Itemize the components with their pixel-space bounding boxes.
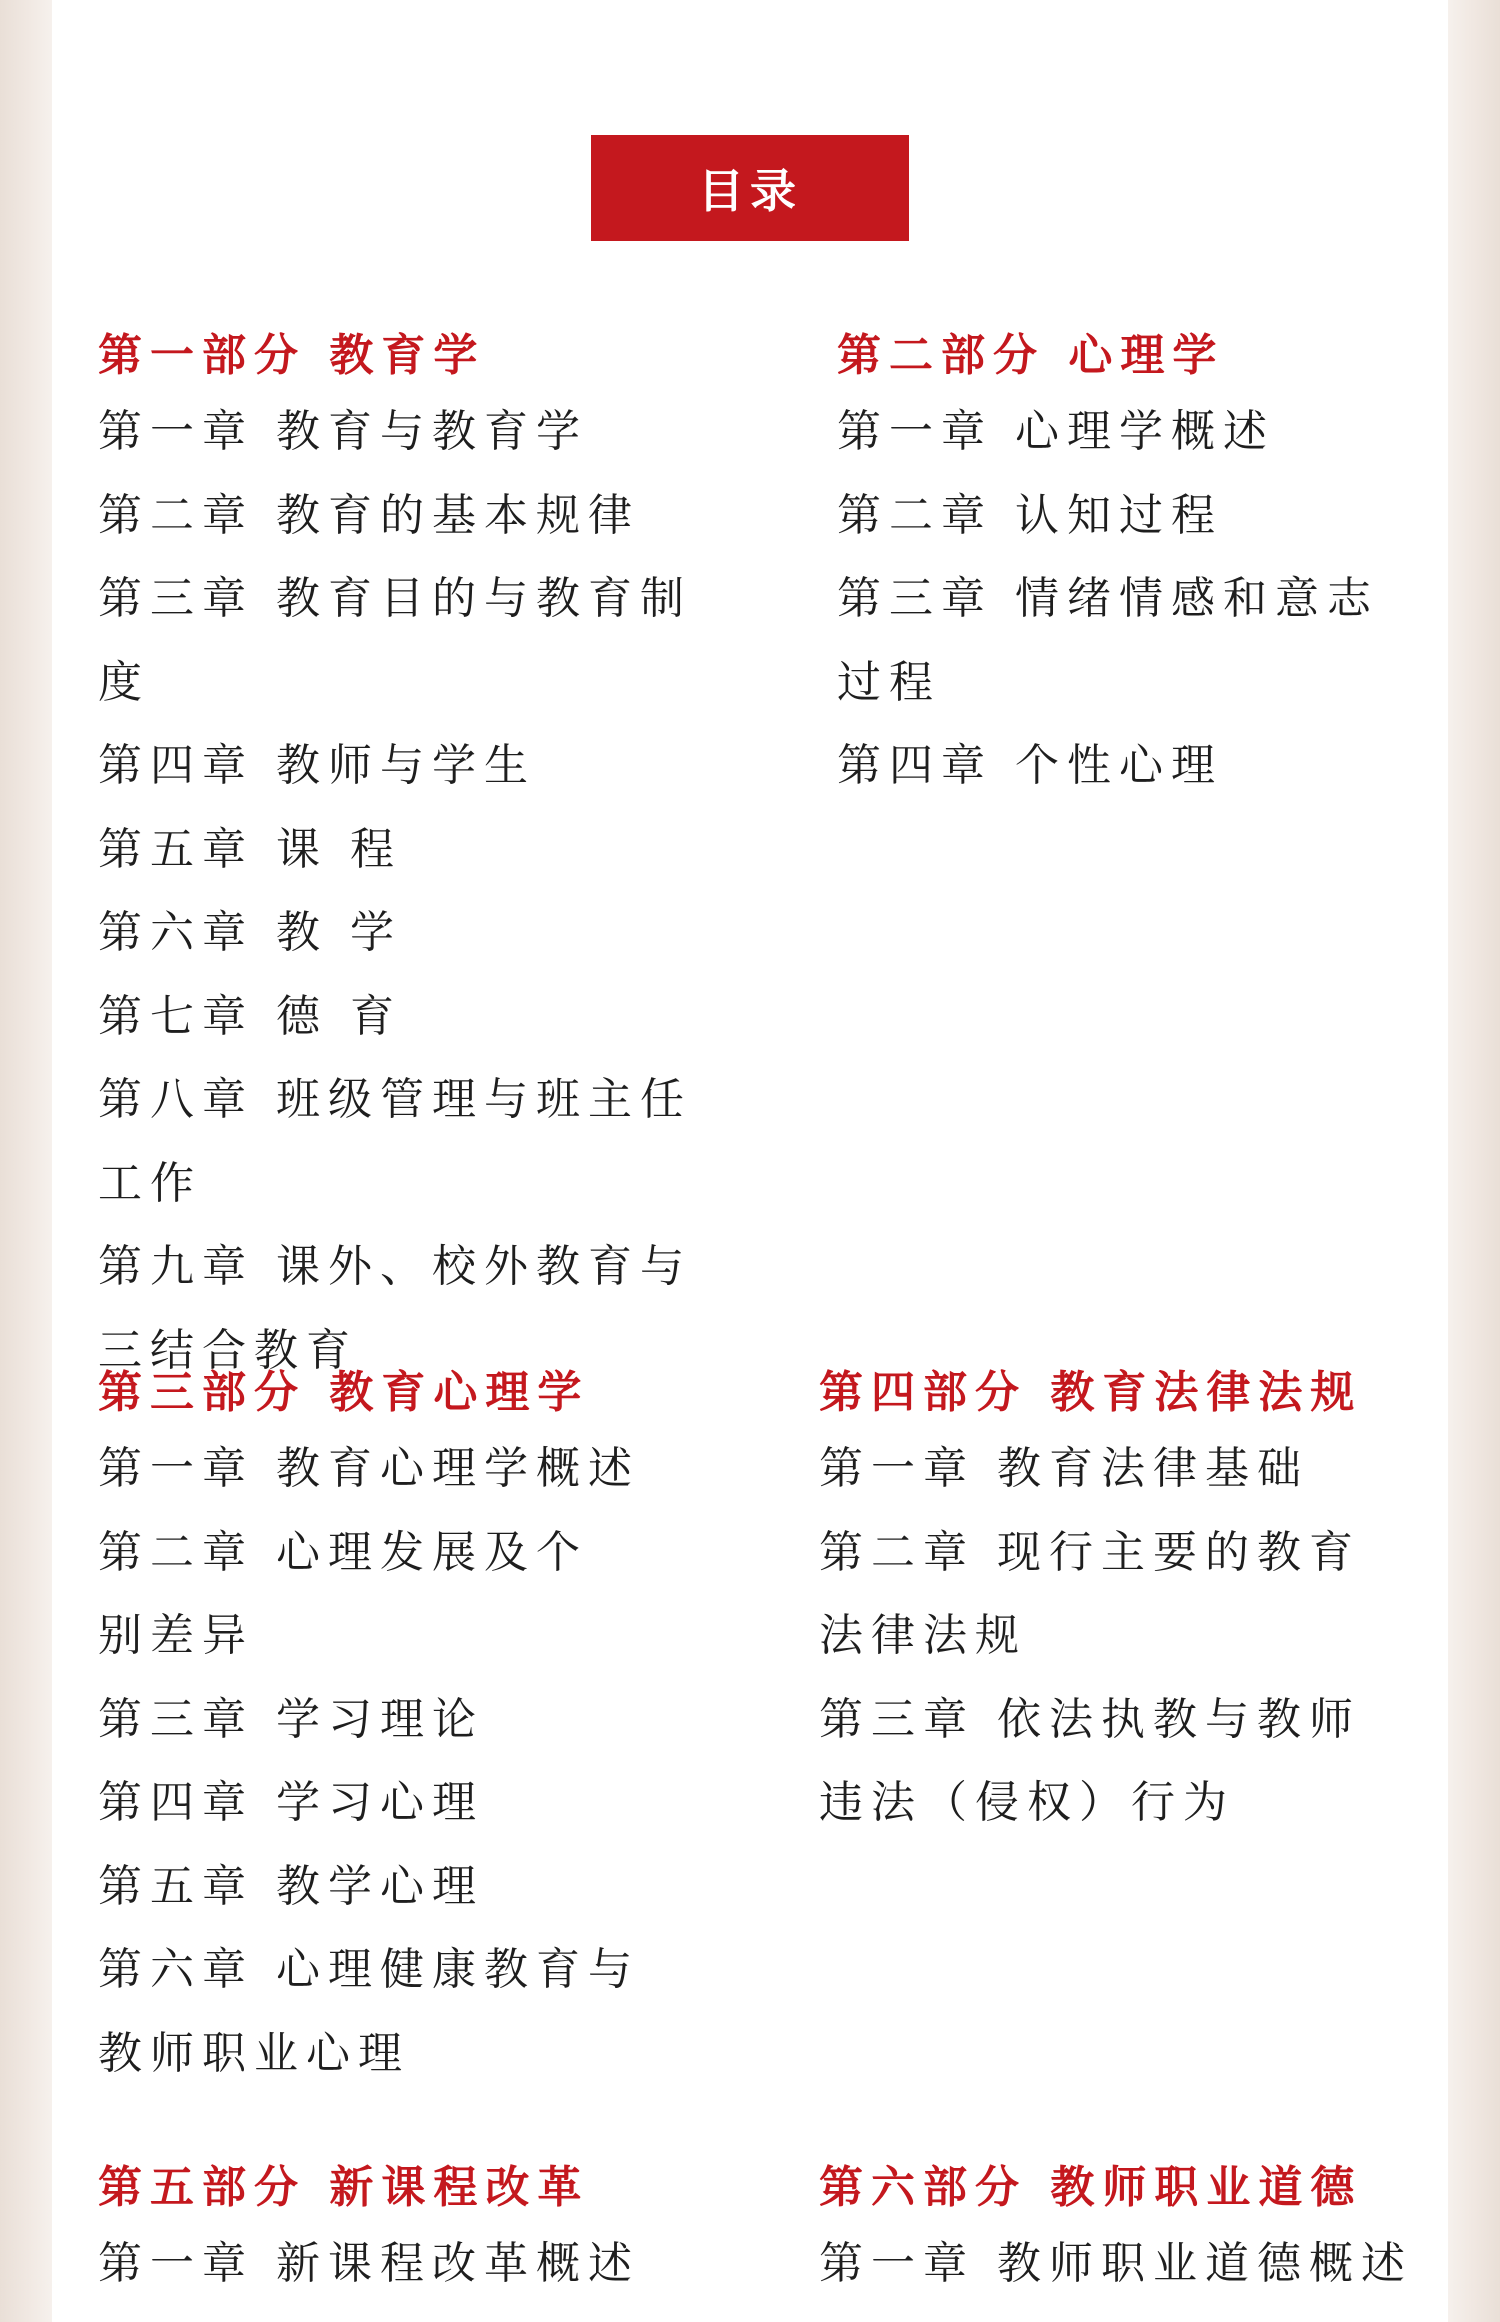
chapter-list	[819, 2222, 1439, 2306]
chapter-list	[98, 390, 738, 1392]
chapter-item: 第三章 情绪情感和意志	[837, 573, 1379, 624]
chapter-item: 第一章 教师职业道德概述	[819, 2238, 1413, 2289]
chapter-list	[837, 390, 1437, 808]
chapter-item: 第四章 个性心理	[837, 740, 1223, 791]
chapter-item: 别差异	[98, 1610, 254, 1661]
chapter-item: 第二章 教育的基本规律	[98, 489, 640, 541]
section-part-4	[819, 1369, 1439, 1845]
chapter-item: 第五章 教学心理	[98, 1860, 484, 1912]
chapter-item: 过程	[837, 656, 941, 708]
section-part-5	[98, 2164, 738, 2306]
section-title: 第二部分 心理学	[837, 330, 1225, 381]
section-part-2	[837, 332, 1437, 808]
chapter-item: 第一章 教育法律基础	[819, 1443, 1309, 1494]
document-page	[52, 0, 1448, 2322]
chapter-item: 第二章 认知过程	[837, 489, 1223, 541]
chapter-item: 违法（侵权）行为	[819, 1777, 1235, 1828]
chapter-list	[98, 2222, 738, 2306]
chapter-item: 三结合教育	[98, 1324, 358, 1376]
chapter-item: 第一章 教育与教育学	[98, 406, 588, 457]
chapter-item: 第三章 教育目的与教育制度	[98, 573, 692, 708]
chapter-item: 法律法规	[819, 1610, 1027, 1661]
section-part-6	[819, 2164, 1439, 2306]
chapter-item: 第八章 班级管理与班主任	[98, 1074, 692, 1125]
chapter-item: 第二章 心理发展及个	[98, 1526, 588, 1578]
section-title: 第一部分 教育学	[98, 330, 486, 381]
section-title: 第五部分 新课程改革	[98, 2162, 590, 2213]
chapter-item: 第三章 学习理论	[98, 1693, 484, 1745]
chapter-item: 第三章 依法执教与教师	[819, 1693, 1361, 1745]
chapter-item: 第九章 课外、校外教育与	[98, 1241, 692, 1292]
chapter-list	[98, 1427, 718, 2095]
chapter-item: 第七章 德 育	[98, 990, 402, 1042]
section-part-1	[98, 332, 738, 1392]
chapter-item: 第六章 教 学	[98, 907, 402, 958]
section-part-3	[98, 1369, 718, 2095]
chapter-item: 第四章 学习心理	[98, 1777, 484, 1828]
chapter-item: 工作	[98, 1157, 202, 1209]
chapter-item: 第二章 现行主要的教育	[819, 1526, 1361, 1578]
chapter-item: 第一章 教育心理学概述	[98, 1443, 640, 1494]
section-title: 第三部分 教育心理学	[98, 1367, 590, 1418]
chapter-item: 第一章 心理学概述	[837, 406, 1275, 457]
chapter-item: 第四章 教师与学生	[98, 740, 536, 791]
section-title: 第四部分 教育法律法规	[819, 1367, 1363, 1418]
chapter-item: 第五章 课 程	[98, 823, 402, 875]
toc-title: 目录	[591, 135, 909, 241]
section-title: 第六部分 教师职业道德	[819, 2162, 1363, 2213]
chapter-item: 教师职业心理	[98, 2027, 410, 2079]
chapter-list	[819, 1427, 1439, 1845]
chapter-item: 第一章 新课程改革概述	[98, 2238, 640, 2289]
chapter-item: 第六章 心理健康教育与	[98, 1944, 640, 1995]
